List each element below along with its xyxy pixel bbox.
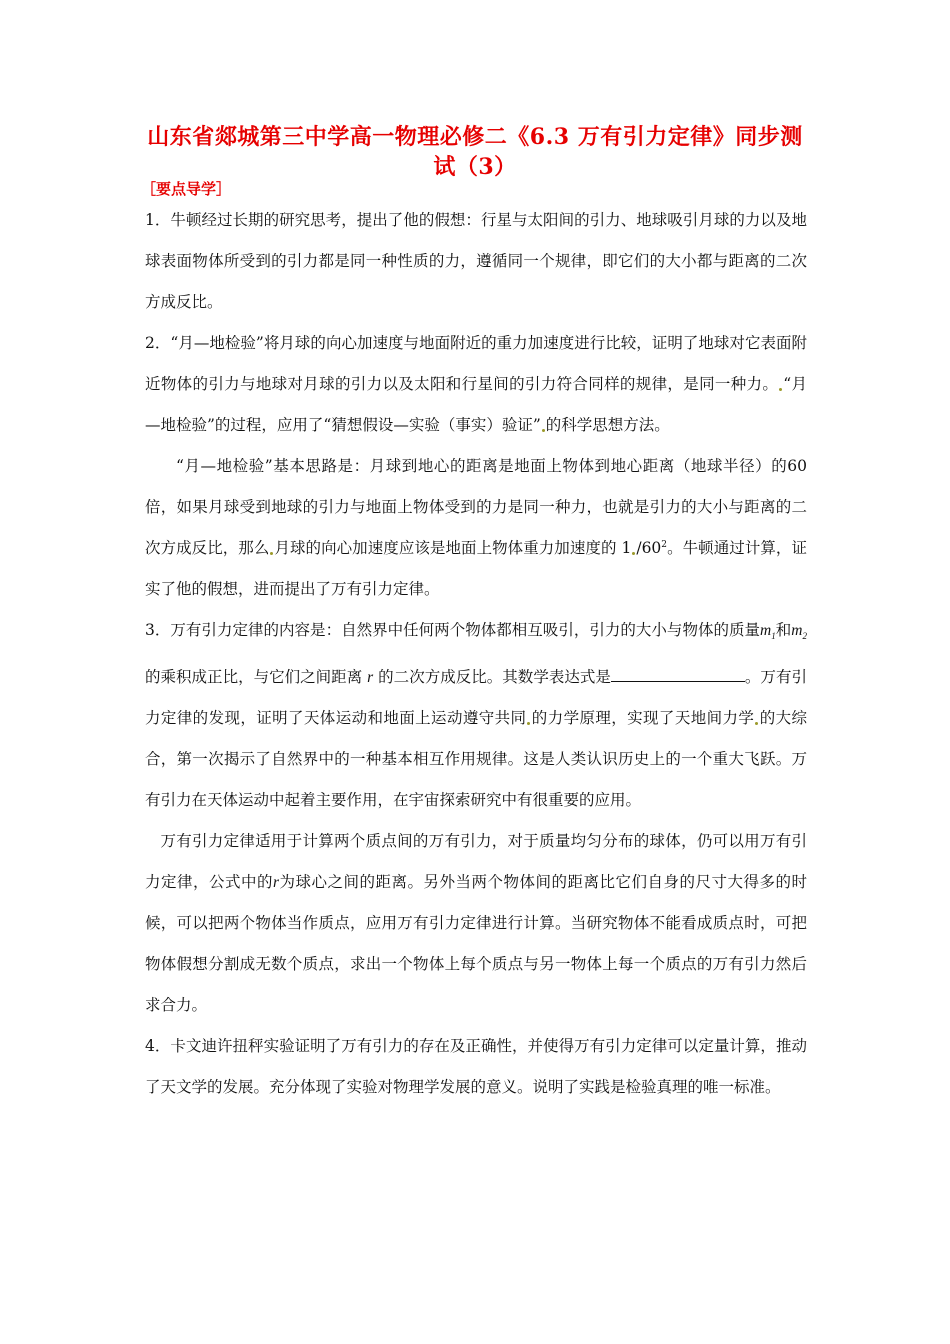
var-r: r <box>367 669 374 687</box>
document-body <box>145 200 807 1108</box>
paragraph-3-text-d: 。牛顿通过计算，证实了他的假想，进而提出了万有引力定律。 <box>145 539 807 598</box>
paragraph-3-text-c: /60 <box>636 539 662 557</box>
answer-blank-tail <box>731 665 745 682</box>
answer-blank[interactable] <box>611 665 731 682</box>
paragraph-2 <box>145 323 807 446</box>
var-m1: m <box>760 622 772 639</box>
paragraph-4-text-b: 的乘积成正比，与它们之间距离 <box>145 668 363 687</box>
paragraph-4-text-d: 。万有引力定律的发现，证明了天体运动和地面上运动遵守共同 <box>145 668 807 728</box>
paragraph-6: 4．卡文迪许扭秤实验证明了万有引力的存在及正确性，并使得万有引力定律可以定量计算，推动了天文学的发展。充分体现了实验对物理学发展的意义。说明了实践是检验真理的唯一标准。 <box>145 1037 807 1097</box>
paragraph-2-text-a: 2．“月—地检验”将月球的向心加速度与地面附近的重力加速度进行比较，证明了地球对它表面附近物体的引力与地球对月球的引力以及太阳和行星间的引力符合同样的规律，是同一种力。 <box>145 334 807 393</box>
marker-dot <box>632 552 635 555</box>
paragraph-4-text-c: 的二次方成反比。其数学表达式是 <box>378 668 611 687</box>
marker-dot <box>779 388 782 391</box>
paragraph-5-text-a: 万有引力定律适用于计算两个质点间的万有引力，对于质量均匀分布的球体，仍可以用万有引力定律，公式中的 <box>145 832 807 892</box>
document-title: 山东省郯城第三中学高一物理必修二《6.3 万有引力定律》同步测试（3） <box>147 124 803 180</box>
paragraph-4-text-f: 的大综合，第一次揭示了自然界中的一种基本相互作用规律。这是人类认识历史上的一个重大飞跃。万有引力在天体运动中起着主要作用，在宇宙探索研究中有很重要的应用。 <box>145 709 807 810</box>
paragraph-4-text-a: 3．万有引力定律的内容是：自然界中任何两个物体都相互吸引，引力的大小与物体的质量 <box>145 621 761 639</box>
marker-dot <box>527 722 530 725</box>
paragraph-3-text-b: 月球的向心加速度应该是地面上物体重力加速度的 1 <box>274 539 632 557</box>
superscript: 2 <box>661 539 668 550</box>
conj: 和 <box>775 621 792 639</box>
paragraph-2-text-b: “月—地检验”的过程，应用了“猜想假设—实验（事实）验证” <box>145 375 807 434</box>
marker-dot <box>755 722 758 725</box>
paragraph-2-text-c: 的科学思想方法。 <box>545 416 670 434</box>
sub-2: 2 <box>802 631 807 642</box>
paragraph-4 <box>145 610 807 821</box>
paragraph-3-text-a: “月—地检验”基本思路是：月球到地心的距离是地面上物体到地心距离（地球半径）的60倍，如果月球受到地球的引力与地面上物体受到的力是同一种力，也就是引力的大小与距离的二次方成反比，那么 <box>145 457 807 557</box>
paragraph-4-text-e: 的力学原理，实现了天地间力学 <box>531 709 755 728</box>
paragraph-5-text-b: 为球心之间的距离。另外当两个物体间的距离比它们自身的尺寸大得多的时候，可以把两个物体当作质点，应用万有引力定律进行计算。当研究物体不能看成质点时，可把物体假想分割成无数个质点，求出一个物体上每个质点与另一物体上每一个质点的万有引力然后求合力。 <box>145 873 807 1015</box>
marker-dot <box>270 552 273 555</box>
paragraph-1: 1．牛顿经过长期的研究思考，提出了他的假想：行星与太阳间的引力、地球吸引月球的力以及地球表面物体所受到的引力都是同一种性质的力，遵循同一个规律，即它们的大小都与距离的二次方成反比。 <box>145 211 807 311</box>
marker-dot <box>542 429 545 432</box>
paragraph-5 <box>145 821 807 1026</box>
var-r: r <box>273 874 280 892</box>
paragraph-3 <box>145 446 807 610</box>
sub-1: 1 <box>771 631 776 642</box>
var-m2: m <box>791 622 803 639</box>
section-heading: ［要点导学］ <box>141 180 232 198</box>
